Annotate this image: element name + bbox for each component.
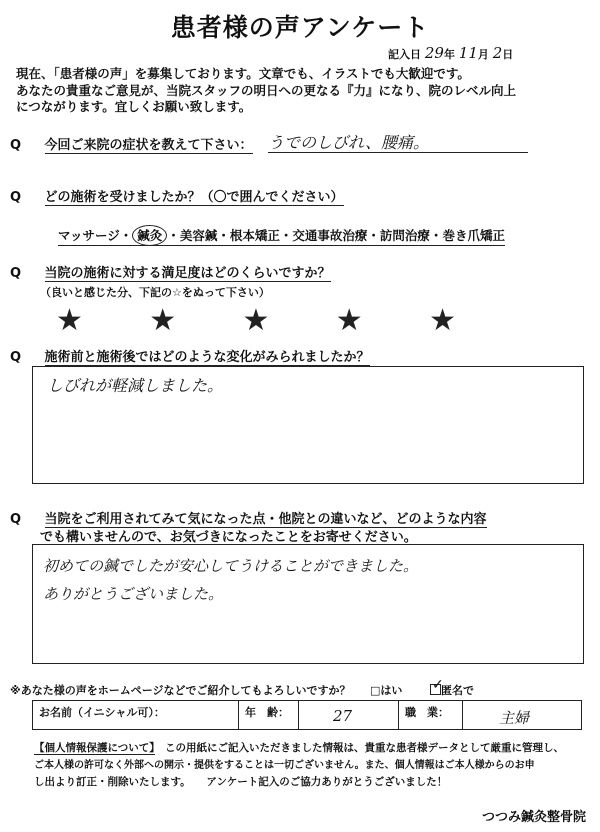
job-cell[interactable] (463, 701, 581, 729)
q-mark: Q (10, 138, 22, 153)
q1 (10, 134, 253, 153)
q-mark: Q (10, 266, 22, 281)
date-day-value[interactable]: 2 (492, 44, 503, 62)
option-ingrown-nail[interactable]: 巻き爪矯正 (442, 228, 505, 243)
separator: ・ (119, 228, 133, 243)
q4 (10, 346, 370, 365)
intro-line: につながります。宜しくお願い致します。 (16, 99, 252, 114)
q2 (10, 186, 344, 205)
star-icon[interactable]: ★ (242, 303, 270, 338)
clinic-name: つつみ鍼灸整骨院 (481, 810, 586, 825)
personal-info-table (32, 700, 582, 730)
option-acupuncture-circled[interactable]: 鍼灸 (132, 225, 167, 246)
q2-question: どの施術を受けましたか？（〇で囲んでください） (44, 190, 344, 205)
treatment-options (58, 226, 505, 246)
q5-question-line1: 当院をご利用されてみて気になった点・他院との違いなど、どのような内容 (44, 512, 487, 527)
job-value: 主婦 (499, 709, 530, 727)
q5-question-line2: でも構いませんので、お気づきになったことをお寄せください。 (40, 530, 417, 545)
option-beauty-acupuncture[interactable]: 美容鍼 (179, 228, 218, 243)
star-icon[interactable]: ★ (56, 303, 83, 338)
age-label: 年 齢： (239, 701, 299, 729)
satisfaction-stars (56, 303, 456, 338)
q-mark: Q (10, 190, 22, 205)
q5-answer-line1: 初めての鍼でしたが安心してうけることができました。 (43, 557, 419, 575)
star-icon[interactable]: ★ (335, 303, 363, 338)
star-icon[interactable]: ★ (149, 303, 177, 338)
date-year-unit: 年 (443, 48, 455, 61)
q4-question: 施術前と施術後ではどのような変化がみられましたか？ (44, 350, 370, 365)
privacy-text-line2: ご本人様の許可なく外部への開示・提供をすることは一切ございません。また、個人情報はご本人様からのお申 (34, 760, 535, 771)
name-cell[interactable] (33, 701, 239, 729)
separator: ・ (279, 228, 293, 243)
q4-answer: しびれが軽減しました。 (47, 376, 224, 395)
q4-answer-box[interactable] (32, 366, 584, 484)
q5-answer-box[interactable] (32, 544, 584, 664)
star-icon[interactable]: ★ (429, 303, 456, 338)
entry-date (388, 44, 513, 62)
date-month-unit: 月 (477, 48, 489, 61)
option-home-visit[interactable]: 訪問治療 (379, 228, 430, 243)
consent-yes-option[interactable]: □はい (370, 684, 403, 697)
option-root-correction[interactable]: 根本矯正 (229, 228, 280, 243)
q-mark: Q (10, 350, 22, 365)
privacy-heading: 【個人情報保護について】 (34, 742, 155, 754)
q1-question: 今回ご来院の症状を教えて下さい： (44, 138, 253, 153)
q1-answer[interactable]: うでのしびれ、腰痛。 (268, 130, 528, 153)
q3 (10, 262, 331, 281)
separator: ・ (429, 228, 443, 243)
q-mark: Q (10, 512, 22, 527)
date-label: 記入日 (388, 48, 421, 61)
q3-question: 当院の施術に対する満足度はどのくらいですか？ (44, 266, 331, 281)
intro-text (16, 66, 582, 116)
page-title: 患者様の声アンケート (170, 13, 430, 42)
option-massage[interactable]: マッサージ (58, 228, 120, 243)
checkbox-checked-icon[interactable]: ✓ (432, 677, 444, 693)
job-label: 職 業： (399, 701, 463, 729)
q5-answer-line2: ありがとうございました。 (43, 585, 224, 603)
option-traffic-accident[interactable]: 交通事故治療 (292, 228, 368, 243)
privacy-text-line1: この用紙にご記入いただきました情報は、貴重な患者様データとして厳重に管理し、 (165, 742, 565, 754)
q5 (10, 508, 487, 527)
consent-anon-label: 匿名で (441, 684, 474, 697)
separator: ・ (367, 228, 380, 243)
q3-note: （良いと感じた分、下記の☆をぬって下さい） (40, 286, 270, 299)
date-day-unit: 日 (502, 48, 514, 61)
intro-line: あなたの貴重なご意見が、当院スタッフの明日への更なる『力』になり、院のレベル向上 (16, 82, 517, 98)
consent-anon-option[interactable] (430, 677, 474, 698)
name-label: お名前（イニシャル可）： (39, 706, 165, 719)
intro-line: 現在、「患者様の声」を募集しております。文章でも、イラストでも大歓迎です。 (16, 66, 470, 81)
separator: ・ (167, 228, 180, 243)
date-year-value[interactable]: 29 (424, 44, 444, 62)
privacy-notice (34, 740, 582, 791)
consent-question: ※あなた様の声をホームページなどでご紹介してもよろしいですか？ (10, 684, 351, 697)
age-value: 27 (333, 707, 353, 725)
age-cell[interactable] (299, 701, 399, 729)
thanks-message: アンケート記入のご協力ありがとうございました！ (206, 776, 448, 788)
separator: ・ (217, 228, 230, 243)
privacy-text-line3: し出より訂正・削除いたします。 (34, 776, 186, 788)
date-month-value[interactable]: 11 (458, 44, 478, 62)
